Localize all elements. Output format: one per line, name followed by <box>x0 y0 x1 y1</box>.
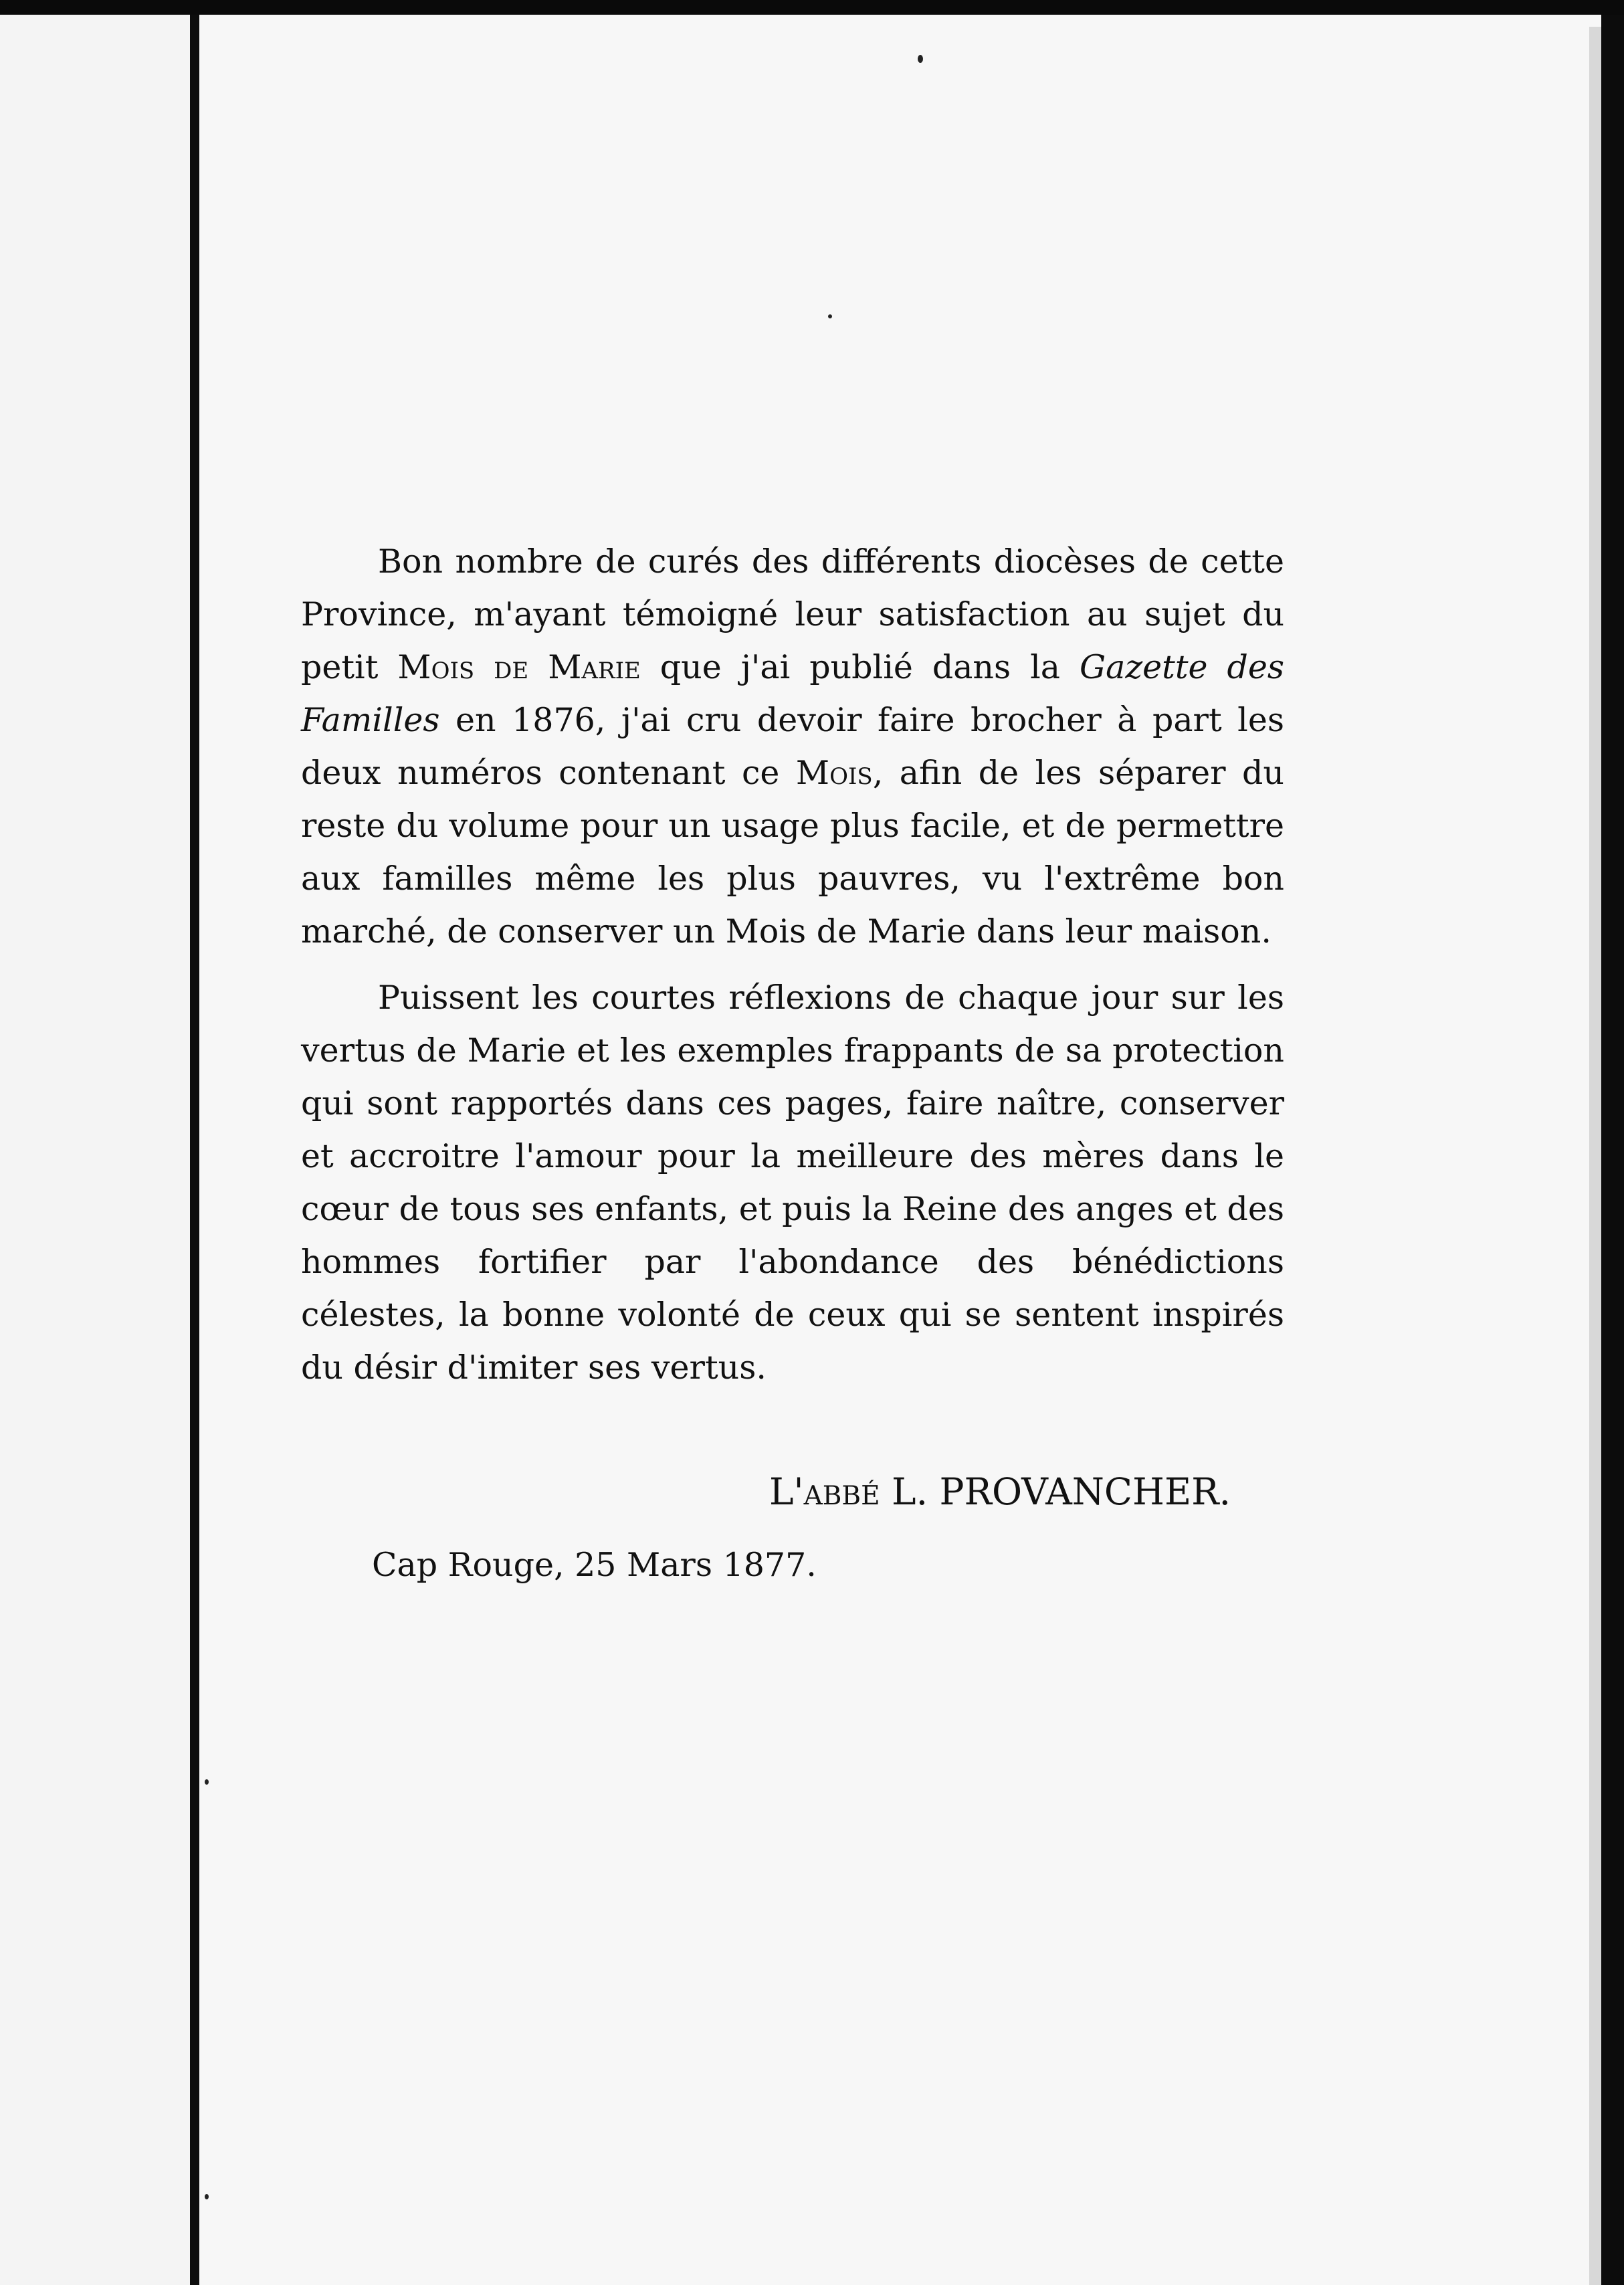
scan-right-border <box>1601 15 1624 2285</box>
author-signature <box>301 1465 1231 1518</box>
place-date-line: Cap Rouge, 25 Mars 1877. <box>372 1546 817 1584</box>
preface-text <box>301 535 1284 1394</box>
scan-speck <box>918 55 923 63</box>
paragraph-1-text-d: , afin de les séparer du reste du volume pour un usage plus facile, et de permettre aux familles même les plus pauvres, vu l'extrême bon marché, de conserver un Mois de Marie dans leur maison. <box>301 754 1284 951</box>
scan-speck <box>828 314 832 318</box>
paragraph-1-text-a: Bon nombre de curés des différents diocèses de cette Province, m'ayant témoigné leur satisfaction au sujet du petit <box>301 542 1284 686</box>
signature-name: L. PROVANCHER. <box>880 1470 1231 1513</box>
title-marie: Marie <box>548 648 641 686</box>
title-mois: Mois <box>397 648 475 686</box>
scan-top-border <box>0 0 1624 15</box>
title-de: de <box>494 648 529 686</box>
gazette-title: Gazette des Familles <box>301 648 1285 739</box>
title-mois-2: Mois <box>795 754 873 792</box>
scan-speck <box>205 2194 209 2199</box>
paragraph-1-text-b: que j'ai publié dans la <box>640 648 1080 686</box>
preface-paragraph-1 <box>301 535 1284 958</box>
facing-page-sliver <box>0 15 190 2285</box>
paragraph-1-text-c: en 1876, j'ai cru devoir faire brocher à part les deux numéros contenant ce <box>301 701 1284 792</box>
preface-paragraph-2: Puissent les courtes réflexions de chaque jour sur les vertus de Marie et les exemples frappants de sa protection qui sont rapportés dans ces pages, faire naître, conserver et accroitre l'amour pour la meilleure des mères dans le cœur de tous ses enfants, et puis la Reine des anges et des hommes fortifier par l'abondance des bénédictions célestes, la bonne volonté de ceux qui se sentent inspirés du désir d'imiter ses vertus. <box>301 979 1284 1387</box>
page-edge-shadow <box>1589 27 1601 2285</box>
page-gutter <box>190 15 199 2285</box>
signature-title: L'abbé <box>769 1470 880 1513</box>
scan-speck <box>205 1779 209 1785</box>
